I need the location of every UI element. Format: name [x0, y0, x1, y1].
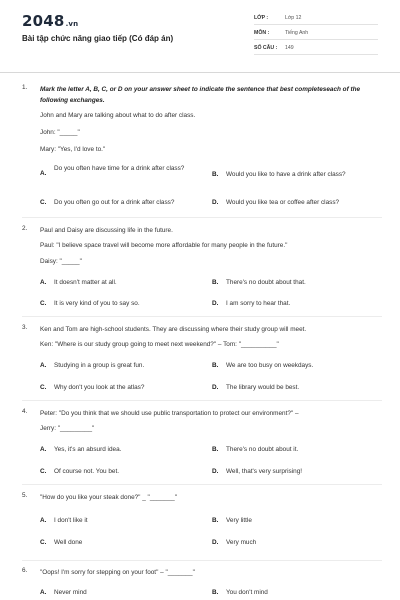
option-letter: C. — [40, 468, 47, 475]
question-context: John and Mary are talking about what to do after class. — [40, 112, 196, 119]
logo-suffix: .vn — [65, 20, 79, 28]
question-context: Peter: "Do you think that we should use public transportation to protect our environment?" – — [40, 410, 299, 417]
meta-value: Lớp 12 — [285, 15, 302, 21]
meta-label: SỐ CÂU : — [254, 45, 278, 51]
option-text: There's no doubt about it. — [226, 446, 299, 453]
question-context: "Oops! I'm sorry for stepping on your foot" – "_______" — [40, 569, 195, 576]
option-letter: A. — [40, 170, 47, 177]
dialogue-line: Paul: "I believe space travel will become more affordable for many people in the future." — [40, 242, 288, 249]
option-text: The library would be best. — [226, 384, 300, 391]
logo-text: 2048 — [22, 12, 65, 30]
question-divider — [22, 217, 382, 218]
option-letter: C. — [40, 300, 47, 307]
question-divider — [22, 316, 382, 317]
option-letter: A. — [40, 517, 47, 524]
question-divider — [22, 560, 382, 561]
dialogue-line: Jerry: "_________" — [40, 425, 95, 432]
option-letter: D. — [212, 539, 219, 546]
option-letter: B. — [212, 171, 219, 178]
option-letter: B. — [212, 279, 219, 286]
meta-value: 149 — [285, 45, 294, 51]
option-letter: B. — [212, 589, 219, 596]
option-text: Would you like to have a drink after class? — [226, 171, 346, 178]
dialogue-line: John: "_____" — [40, 129, 80, 136]
option-text: You don't mind — [226, 589, 268, 596]
option-text: Never mind — [54, 589, 87, 596]
question-instruction: Mark the letter A, B, C, or D on your answer sheet to indicate the sentence that best completeseach of the following exchanges. — [40, 86, 361, 104]
option-text: Would you like tea or coffee after class? — [226, 199, 340, 206]
option-letter: C. — [40, 384, 47, 391]
question-context: "How do you like your steak done?" _ "_______" — [40, 494, 177, 501]
option-text: Yes, it's an absurd idea. — [54, 446, 122, 453]
document-title: Bài tập chức năng giao tiếp (Có đáp án) — [22, 34, 174, 43]
option-letter: A. — [40, 362, 47, 369]
meta-question-count — [254, 42, 378, 55]
question-context: Ken and Tom are high-school students. They are discussing where their study group will meet. — [40, 326, 307, 333]
option-letter: D. — [212, 300, 219, 307]
meta-grade — [254, 12, 378, 25]
option-text: Why don't you look at the atlas? — [54, 384, 145, 391]
question-number: 1. — [22, 84, 28, 91]
question-number: 2. — [22, 225, 28, 232]
option-text: I don't like it — [54, 517, 88, 524]
option-letter: D. — [212, 468, 219, 475]
option-text: It doesn't matter at all. — [54, 279, 117, 286]
option-letter: A. — [40, 446, 47, 453]
option-text: It is very kind of you to say so. — [54, 300, 140, 307]
dialogue-line: Daisy: "_____" — [40, 258, 82, 265]
option-letter: B. — [212, 362, 219, 369]
option-text: There's no doubt about that. — [226, 279, 306, 286]
option-text: I am sorry to hear that. — [226, 300, 291, 307]
option-text: Very much — [226, 539, 257, 546]
meta-subject — [254, 27, 378, 40]
question-number: 3. — [22, 324, 28, 331]
option-text: Studying in a group is great fun. — [54, 362, 145, 369]
option-text: Do you often have time for a drink after class? — [54, 165, 185, 172]
site-logo[interactable] — [22, 12, 78, 30]
header-divider — [0, 72, 400, 73]
question-context: Paul and Daisy are discussing life in the future. — [40, 227, 173, 234]
option-letter: D. — [212, 384, 219, 391]
option-text: Of course not. You bet. — [54, 468, 120, 475]
meta-label: MÔN : — [254, 30, 270, 36]
option-letter: B. — [212, 517, 219, 524]
option-text: Do you often go out for a drink after class? — [54, 199, 175, 206]
question-number: 6. — [22, 567, 28, 574]
option-letter: C. — [40, 199, 47, 206]
option-text: Well, that's very surprising! — [226, 468, 303, 475]
option-text: Well done — [54, 539, 83, 546]
option-letter: B. — [212, 446, 219, 453]
question-number: 4. — [22, 408, 28, 415]
option-text: Very little — [226, 517, 252, 524]
option-text: We are too busy on weekdays. — [226, 362, 314, 369]
question-number: 5. — [22, 492, 28, 499]
dialogue-line: Mary: "Yes, I'd love to." — [40, 146, 106, 153]
page-header — [0, 0, 400, 70]
dialogue-line: Ken: "Where is our study group going to meet next weekend?" – Tom: "__________" — [40, 341, 279, 348]
option-letter: D. — [212, 199, 219, 206]
option-letter: C. — [40, 539, 47, 546]
question-divider — [22, 400, 382, 401]
option-letter: A. — [40, 279, 47, 286]
meta-value: Tiếng Anh — [285, 30, 309, 36]
option-letter: A. — [40, 589, 47, 596]
meta-label: LỚP : — [254, 15, 269, 21]
question-divider — [22, 484, 382, 485]
